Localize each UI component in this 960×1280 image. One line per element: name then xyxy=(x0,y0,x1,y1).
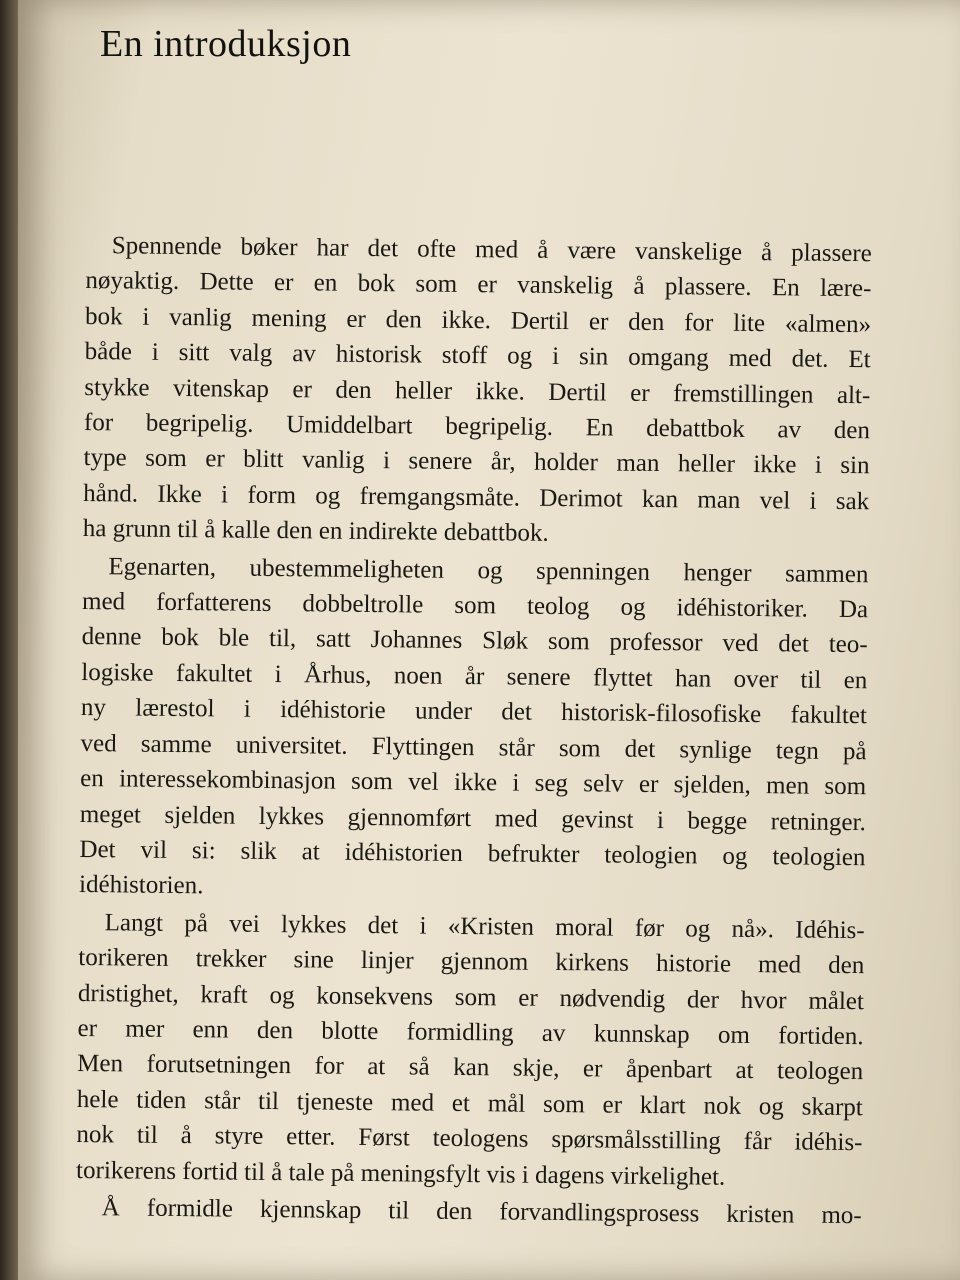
text-line: Men forutsetningen for at så kan skje, er åpenbart at teologen xyxy=(77,1050,864,1086)
text-line: dristighet, kraft og konsekvens som er nødvendig der hvor målet xyxy=(77,979,865,1015)
text-line: Det vil si: slik at idéhistorien befrukter teologien og teologien xyxy=(79,835,866,872)
text-line: nok til å styre etter. Først teologens spørsmålsstilling får idéhis- xyxy=(76,1121,863,1157)
text-line: torikeren trekker sine linjer gjennom kirkens historie med den xyxy=(78,944,865,980)
paragraph-3 xyxy=(76,905,865,1196)
text-line: hånd. Ikke i form og fremgangsmåte. Derimot kan man vel i sak xyxy=(83,479,870,516)
paragraph-2 xyxy=(79,549,869,911)
paragraph-4 xyxy=(76,1190,862,1234)
text-line: hele tiden står til tjeneste med et mål som er klart nok og skarpt xyxy=(76,1085,863,1121)
text-line: torikerens fortid til å tale på meningsfylt vis i dagens virkelighet. xyxy=(75,1156,726,1191)
text-line: Egenarten, ubestemmeligheten og spenningen henger sammen xyxy=(108,552,869,588)
text-line: Å formidle kjennskap til den forvandlingsprosess kristen mo- xyxy=(101,1194,862,1230)
chapter-title: En introduksjon xyxy=(100,23,352,65)
text-line: for begripelig. Umiddelbart begripelig. En debattbok av den xyxy=(83,409,871,445)
text-line: både i sitt valg av historisk stoff og i sin omgang med det. Et xyxy=(84,338,871,374)
text-line: logiske fakultet i Århus, noen år senere flyttet han over til en xyxy=(81,658,868,695)
text-line: Spennende bøker har det ofte med å være vanskelige å plassere xyxy=(111,232,872,268)
book-page xyxy=(18,0,960,1280)
text-line: denne bok ble til, satt Johannes Sløk som professor ved det teo- xyxy=(81,623,868,659)
paragraph-1 xyxy=(83,228,872,555)
text-line: er mer enn den blotte formidling av kunnskap om fortiden. xyxy=(77,1014,864,1051)
text-line: stykke vitenskap er den heller ikke. Dertil er fremstillingen alt- xyxy=(84,373,871,409)
text-line: Langt på vei lykkes det i «Kristen moral før og nå». Idéhis- xyxy=(104,908,865,944)
text-line: ny lærestol i idéhistorie under det historisk-filosofiske fakultet xyxy=(80,694,868,730)
text-line: nøyaktig. Dette er en bok som er vanskelig å plassere. En lære- xyxy=(85,267,872,303)
text-line: idéhistorien. xyxy=(78,871,204,900)
text-line: meget sjelden lykkes gjennomført med gevinst i begge retninger. xyxy=(79,800,866,836)
text-line: en interessekombinasjon som vel ikke i seg selv er sjelden, men som xyxy=(80,765,867,801)
text-line: ved samme universitet. Flyttingen står som det synlige tegn på xyxy=(80,729,867,765)
text-line: type som er blitt vanlig i senere år, holder man heller ikke i sin xyxy=(83,444,870,480)
body-text xyxy=(76,228,872,1234)
text-line: med forfatterens dobbeltrolle som teolog og idéhistoriker. Da xyxy=(81,588,869,624)
text-line: ha grunn til å kalle den en indirekte debattbok. xyxy=(82,515,549,548)
text-line: bok i vanlig mening er den ikke. Dertil er den for lite «almen» xyxy=(84,302,872,339)
